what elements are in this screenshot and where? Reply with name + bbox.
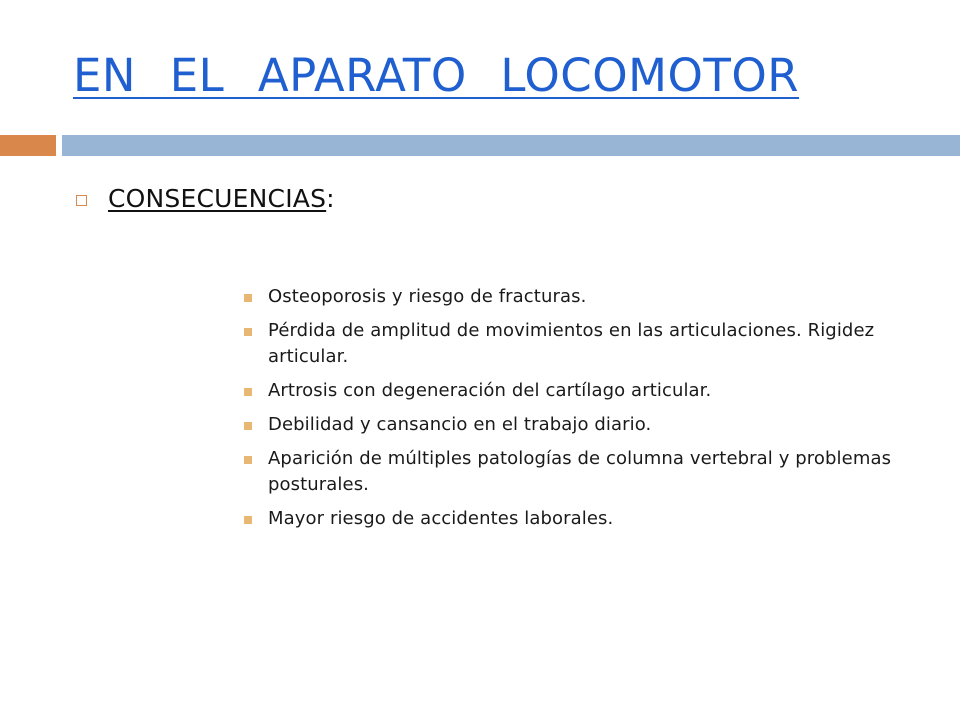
bullet-square-icon: [244, 294, 252, 302]
slide-title[interactable]: EN EL APARATO LOCOMOTOR: [73, 49, 800, 102]
bullet-square-icon: [244, 388, 252, 396]
list-item-text: Artrosis con degeneración del cartílago articular.: [268, 380, 712, 401]
section-header: [76, 182, 335, 216]
bullet-square-icon: [244, 422, 252, 430]
list-item: [244, 412, 924, 438]
section-heading-text: CONSECUENCIAS: [108, 184, 327, 213]
list-item: [244, 318, 924, 370]
consequences-list: [244, 284, 924, 540]
section-heading-colon: :: [326, 184, 335, 213]
list-item-text: Pérdida de amplitud de movimientos en las articulaciones. Rigidez articular.: [268, 320, 875, 367]
bullet-square-icon: [244, 516, 252, 524]
list-item: [244, 284, 924, 310]
list-item-text: Mayor riesgo de accidentes laborales.: [268, 508, 614, 529]
list-item-text: Aparición de múltiples patologías de columna vertebral y problemas posturales.: [268, 448, 892, 495]
list-item-text: Osteoporosis y riesgo de fracturas.: [268, 286, 587, 307]
title-divider-bar: [62, 135, 960, 156]
list-item-text: Debilidad y cansancio en el trabajo diario.: [268, 414, 652, 435]
accent-bar: [0, 135, 56, 156]
bullet-square-icon: [244, 328, 252, 336]
bullet-square-icon: [244, 456, 252, 464]
list-item: [244, 446, 924, 498]
list-item: [244, 506, 924, 532]
list-item: [244, 378, 924, 404]
section-heading: [108, 182, 335, 216]
square-bullet-icon: [76, 195, 87, 206]
